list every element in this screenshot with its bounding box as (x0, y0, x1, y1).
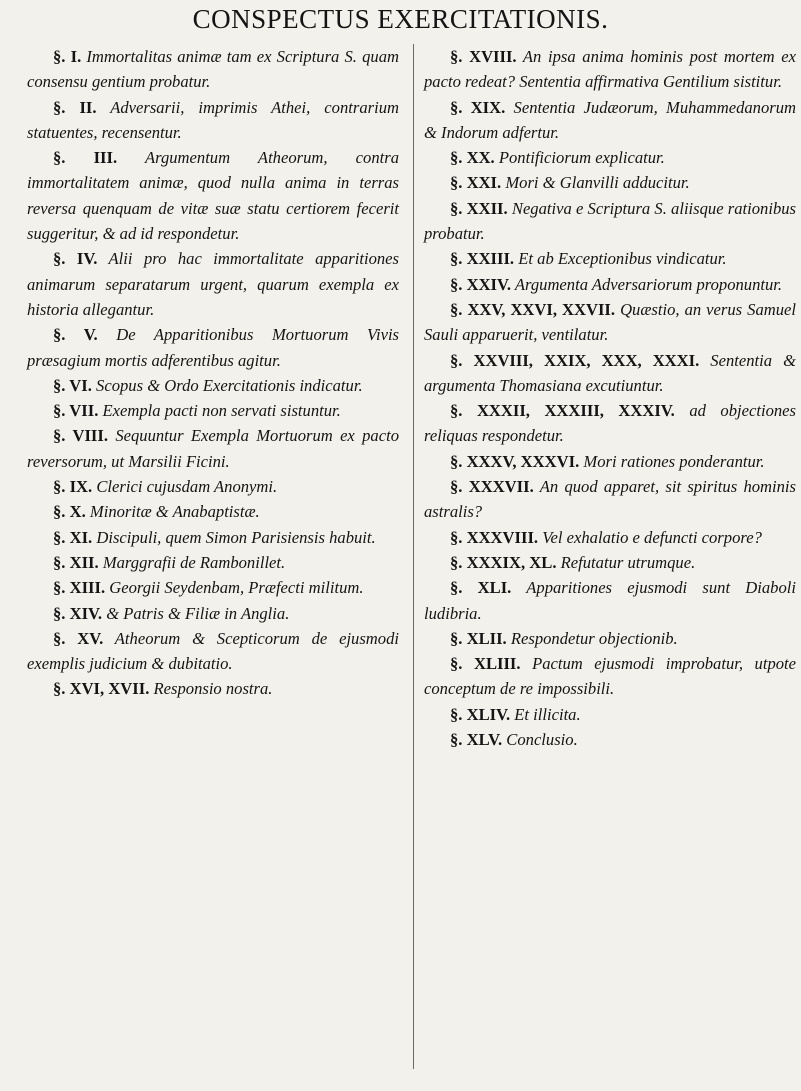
section-number: §. XXVIII, XXIX, XXX, XXXI. (450, 350, 700, 370)
conspectus-entry (424, 272, 796, 297)
conspectus-entry (424, 575, 796, 626)
section-number: §. XIX. (450, 97, 506, 117)
conspectus-entry (27, 499, 399, 524)
section-summary: Argumentum Atheorum, contra immortalitatem animæ, quod nulla anima in terras reversa quenquam de vitæ suæ statu certiorem fecerit suggeritur, & ad id respondetur. (27, 148, 399, 244)
conspectus-entry (27, 246, 399, 322)
section-number: §. XIII. (53, 578, 106, 598)
section-summary: Adversarii, imprimis Athei, contrarium statuentes, recensentur. (27, 97, 399, 142)
section-number: §. XXXV, XXXVI. (450, 451, 580, 471)
conspectus-entry (424, 474, 796, 525)
conspectus-entry (27, 398, 399, 423)
conspectus-entry (424, 44, 796, 95)
conspectus-entry (424, 525, 796, 550)
section-number: §. IX. (53, 477, 93, 497)
section-number: §. XXI. (450, 173, 502, 193)
conspectus-entry (424, 702, 796, 727)
conspectus-entry (27, 44, 399, 95)
section-number: §. XXIV. (450, 274, 512, 294)
section-summary: Apparitiones ejusmodi sunt Diaboli ludibria. (424, 578, 796, 623)
conspectus-entry (27, 322, 399, 373)
conspectus-entry (27, 423, 399, 474)
section-number: §. XII. (53, 552, 99, 572)
conspectus-entry (27, 373, 399, 398)
conspectus-entry (27, 550, 399, 575)
section-summary: Vel exhalatio e defuncti corpore? (542, 527, 762, 547)
section-number: §. XV. (53, 628, 104, 648)
section-summary: Mori rationes ponderantur. (583, 451, 765, 471)
section-summary: Alii pro hac immortalitate apparitiones animarum separatarum urgent, quarum exempla ex historia allegantur. (27, 249, 399, 319)
section-summary: Sententia Judæorum, Muhammedanorum & Indorum adfertur. (424, 97, 796, 142)
section-number: §. XVI, XVII. (53, 679, 150, 699)
conspectus-entry (27, 626, 399, 677)
section-summary: Exempla pacti non servati sistuntur. (102, 401, 341, 421)
conspectus-entry (424, 651, 796, 702)
section-summary: Respondetur objectionib. (510, 628, 678, 648)
section-summary: Refutatur utrumque. (560, 552, 696, 572)
conspectus-entry (27, 575, 399, 600)
section-number: §. XLIV. (450, 704, 511, 724)
conspectus-entry (27, 601, 399, 626)
section-summary: Immortalitas animæ tam ex Scriptura S. quam consensu gentium probatur. (27, 47, 399, 92)
section-number: §. XXV, XXVI, XXVII. (450, 299, 616, 319)
section-number: §. IV. (53, 249, 98, 269)
section-summary: Discipuli, quem Simon Parisiensis habuit. (96, 527, 376, 547)
section-number: §. XXXIX, XL. (450, 552, 557, 572)
section-summary: Negativa e Scriptura S. aliisque rationibus probatur. (424, 198, 797, 244)
section-summary: Pactum ejusmodi improbatur, utpote conceptum de re impossibili. (424, 654, 797, 699)
section-summary: Et ab Exceptionibus vindicatur. (518, 249, 727, 269)
section-number: §. XXXVII. (450, 477, 534, 497)
page-title: CONSPECTUS EXERCITATIONIS. (192, 4, 609, 34)
section-number: §. I. (53, 47, 82, 66)
section-summary: ad objectiones reliquas respondetur. (424, 401, 796, 446)
section-number: §. XLIII. (450, 654, 521, 674)
conspectus-entry (424, 398, 796, 449)
column-divider (413, 44, 414, 1069)
conspectus-entry (27, 676, 399, 701)
conspectus-entry (424, 297, 796, 348)
section-number: §. V. (53, 325, 98, 345)
conspectus-entry (424, 196, 796, 247)
section-number: §. VI. (53, 375, 92, 395)
section-number: §. VIII. (53, 426, 108, 446)
section-number: §. XXXII, XXXIII, XXXIV. (450, 401, 675, 421)
conspectus-entry (424, 348, 796, 399)
conspectus-entry (27, 525, 399, 550)
conspectus-entry (27, 95, 399, 146)
section-summary: Mori & Glanvilli adducitur. (505, 173, 690, 193)
section-summary: Georgii Seydenbam, Præfecti militum. (109, 578, 364, 598)
section-number: §. XLII. (450, 628, 507, 648)
conspectus-entry (424, 626, 796, 651)
section-number: §. XI. (53, 527, 93, 547)
section-summary: Marggrafii de Rambonillet. (102, 552, 286, 572)
section-number: §. VII. (53, 401, 99, 421)
section-number: §. XXIII. (450, 249, 515, 269)
conspectus-entry (424, 246, 796, 271)
section-summary: Quæstio, an verus Samuel Sauli apparuerit, ventilatur. (424, 299, 796, 345)
left-column (27, 44, 399, 702)
conspectus-entry (424, 170, 796, 195)
conspectus-entry (424, 145, 796, 170)
section-number: §. XVIII. (450, 47, 517, 66)
section-number: §. XLV. (450, 730, 503, 750)
section-summary: Atheorum & Scepticorum de ejusmodi exemplis judicium & dubitatio. (27, 628, 399, 674)
section-number: §. XXII. (450, 198, 508, 218)
section-number: §. XLI. (450, 578, 512, 598)
section-number: §. XX. (450, 148, 495, 168)
section-summary: Pontificiorum explicatur. (498, 148, 665, 168)
section-number: §. III. (53, 148, 118, 168)
section-summary: An ipsa anima hominis post mortem ex pacto redeat? Sententia affirmativa Gentilium sistitur. (424, 47, 796, 92)
section-summary: Conclusio. (506, 730, 578, 750)
section-summary: Et illicita. (514, 704, 581, 724)
section-summary: Clerici cujusdam Anonymi. (96, 477, 278, 497)
section-summary: Responsio nostra. (153, 679, 273, 699)
conspectus-entry (424, 449, 796, 474)
section-number: §. XIV. (53, 603, 103, 623)
right-column (424, 44, 796, 752)
section-summary: An quod apparet, sit spiritus hominis astralis? (424, 477, 796, 522)
section-number: §. II. (53, 97, 97, 117)
section-summary: Argumenta Adversariorum proponuntur. (514, 274, 783, 294)
conspectus-entry (27, 474, 399, 499)
section-number: §. X. (53, 502, 86, 522)
section-summary: Minoritæ & Anabaptistæ. (89, 502, 260, 522)
conspectus-entry (424, 550, 796, 575)
section-summary: & Patris & Filiæ in Anglia. (106, 603, 290, 623)
conspectus-entry (424, 727, 796, 752)
section-summary: De Apparitionibus Mortuorum Vivis præsagium mortis adferentibus agitur. (27, 325, 400, 370)
conspectus-entry (27, 145, 399, 246)
section-number: §. XXXVIII. (450, 527, 539, 547)
section-summary: Scopus & Ordo Exercitationis indicatur. (96, 375, 363, 395)
section-summary: Sententia & argumenta Thomasiana excutiuntur. (424, 350, 796, 395)
conspectus-entry (424, 95, 796, 146)
section-summary: Sequuntur Exempla Mortuorum ex pacto reversorum, ut Marsilii Ficini. (27, 426, 399, 471)
